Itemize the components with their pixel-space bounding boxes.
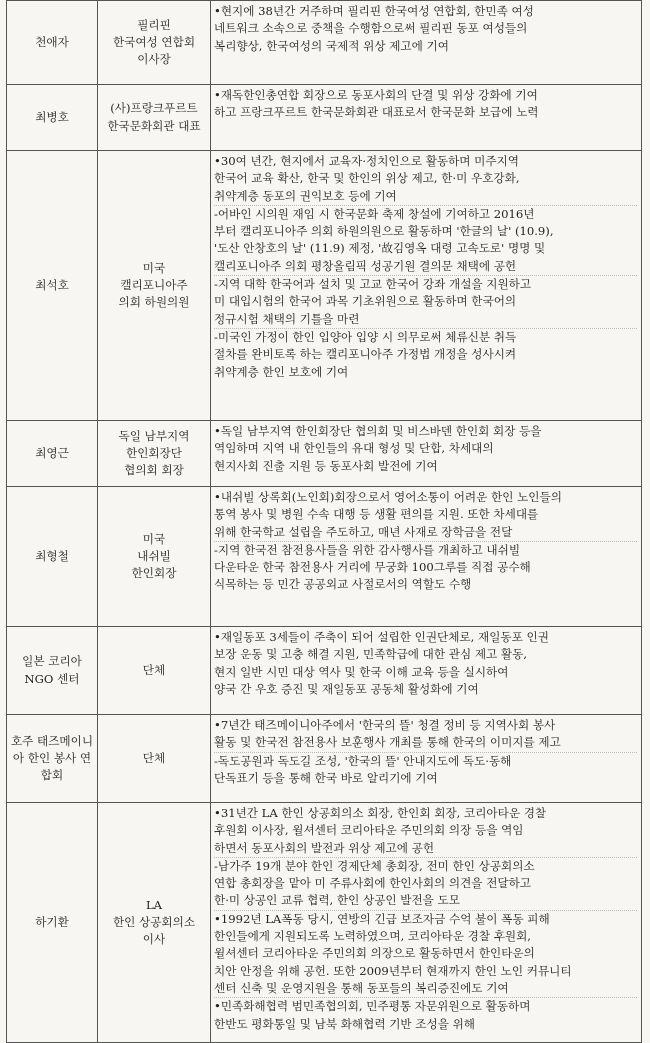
affiliation-line: (사)프랑크푸르트 <box>110 101 198 116</box>
description-line: 위해 한국학교 설립을 주도하고, 매년 사재로 장학금을 전달 <box>214 524 513 539</box>
achievement-item <box>214 328 637 381</box>
description-line: 식목하는 등 민간 공공외교 사절로서의 역할도 수행 <box>214 577 472 592</box>
description-line: 양국 간 우호 증진 및 재일동포 공동체 활성화에 기여 <box>214 681 479 696</box>
description-line: 하면서 동포사회의 발전과 위상 제고에 공헌 <box>214 840 435 855</box>
achievement-description <box>211 421 642 487</box>
description-line: -남가주 19개 분야 한인 경제단체 총회장, 전미 한인 상공회의소 <box>214 858 535 873</box>
affiliation-line: 내쉬빌 <box>137 548 171 563</box>
table-row <box>7 627 642 715</box>
description-line: •재일동포 3세들이 주축이 되어 설립한 인권단체로, 재일동포 인권 <box>214 630 549 644</box>
affiliation-line: 단체 <box>142 750 166 765</box>
affiliation-line: 협의회 회장 <box>124 463 184 478</box>
recipient-name: 최영근 <box>7 421 98 487</box>
achievement-item <box>214 752 637 788</box>
description-line: •독일 남부지역 한인회장단 협의회 및 비스바덴 한인회 회장 등을 <box>214 424 542 438</box>
achievement-item <box>214 275 637 328</box>
recipient-affiliation <box>98 803 211 1043</box>
recipient-name: 천애자 <box>7 1 98 85</box>
recipient-affiliation <box>98 715 211 803</box>
description-line: 활동 및 한국전 참전용사 보훈행사 개최를 통해 한국의 이미지를 제고 <box>214 735 561 750</box>
achievement-item <box>214 423 637 475</box>
recipient-affiliation <box>98 627 211 715</box>
recipient-name: 최형철 <box>7 487 98 627</box>
table-row <box>7 715 642 803</box>
description-line: 한·미 상공인 교류 협력, 한인 상공인 발전을 도모 <box>214 893 460 908</box>
description-line: 역임하며 지역 내 한인들의 유대 형성 및 단합, 차세대의 <box>214 441 494 456</box>
achievement-description <box>211 803 642 1043</box>
description-line: 취약계층 한인 보호에 기여 <box>214 364 349 379</box>
description-line: 통역 봉사 및 병원 수속 대행 등 생활 편의를 지원. 또한 차세대를 <box>214 507 539 522</box>
table-row <box>7 85 642 151</box>
recipient-affiliation <box>98 421 211 487</box>
description-line: •30여 년간, 현지에서 교육자·정치인으로 활동하며 미주지역 <box>214 154 519 168</box>
recipient-name: 하기환 <box>7 803 98 1043</box>
description-line: 보장 운동 및 고충 해결 지원, 민족학급에 대한 관심 제고 활동, <box>214 647 528 662</box>
description-line: 단독표기 등을 통해 한국 바로 알리기에 기여 <box>214 770 438 785</box>
achievement-item <box>214 87 637 122</box>
description-line: 후원회 이사장, 윌셔센터 코리아타운 주민의회 의장 등을 역임 <box>214 823 524 838</box>
recipient-name: 호주 태즈메이니아 한인 봉사 연합회 <box>7 715 98 803</box>
affiliation-line: 한국여성 연합회 <box>112 34 196 49</box>
description-line: 현지사회 진출 지원 등 동포사회 발전에 기여 <box>214 458 438 473</box>
description-line: 하고 프랑크푸르트 한국문화회관 대표로서 한국문화 보급에 노력 <box>214 105 539 120</box>
achievement-item <box>214 805 637 857</box>
table-row <box>7 151 642 421</box>
table-row <box>7 803 642 1043</box>
affiliation-line: 이사장 <box>137 52 171 67</box>
affiliation-line: 이사 <box>142 932 166 947</box>
description-line: 정규시험 채택의 기틀을 마련 <box>214 311 360 326</box>
affiliation-line: 의회 하원의원 <box>118 295 190 310</box>
recipient-affiliation <box>98 151 211 421</box>
achievement-description <box>211 151 642 421</box>
description-line: 다운타운 한국 참전용사 거리에 무궁화 100그루를 직접 공수해 <box>214 560 531 575</box>
achievement-description <box>211 715 642 803</box>
description-line: 윌셔센터 코리아타운 주민의회 의장으로 활동하면서 한인타운의 <box>214 946 535 961</box>
description-line: '도산 안창호의 날' (11.9) 제정, '故김영옥 대령 고속도로' 명명 및 <box>214 241 546 256</box>
description-line: 연합 총회장을 맡아 미 주류사회에 한인사회의 의견을 전달하고 <box>214 876 531 891</box>
recipient-name: 최병호 <box>7 85 98 151</box>
affiliation-line: 한국문화회관 대표 <box>107 118 201 133</box>
affiliation-line: 단체 <box>142 662 166 677</box>
description-line: 센터 신축 및 운영지원을 통해 동포들의 복리증진에도 기여 <box>214 980 509 995</box>
affiliation-line: 미국 <box>142 531 166 546</box>
table-row <box>7 487 642 627</box>
achievement-description <box>211 487 642 627</box>
description-line: •1992년 LA폭동 당시, 연방의 긴급 보조자금 수억 불이 폭동 피해 <box>214 911 550 926</box>
achievement-item <box>214 857 637 910</box>
achievement-description <box>211 1 642 85</box>
affiliation-line: 필리핀 <box>137 17 171 32</box>
description-line: 현지 일반 시민 대상 역사 및 한국 이해 교육 등을 실시하여 <box>214 664 509 679</box>
description-line: 한반도 평화통일 및 남북 화해협력 기반 조성을 위해 <box>214 1016 475 1031</box>
description-line: •현지에 38년간 거주하며 필리핀 한국여성 연합회, 한민족 여성 <box>214 4 534 18</box>
affiliation-line: 미국 <box>142 260 166 275</box>
recipient-affiliation <box>98 1 211 85</box>
achievement-item <box>214 910 637 997</box>
description-line: 절차를 완비토록 하는 캘리포니아주 가정법 개정을 성사시켜 <box>214 347 517 362</box>
description-line: 미 대입시험의 한국어 과목 기초위원으로 활동하며 한국어의 <box>214 294 517 309</box>
description-line: 한인들에게 지원되도록 노력하였으며, 코리아타운 경찰 후원회, <box>214 929 531 944</box>
affiliation-line: 캘리포니아주 <box>120 277 188 292</box>
description-line: •31년간 LA 한인 상공회의소 회장, 한인회 회장, 코리아타운 경찰 <box>214 806 547 820</box>
description-line: 네트워크 소속으로 중책을 수행함으로써 필리핀 동포 여성들의 <box>214 21 528 36</box>
affiliation-line: 한인회장 <box>131 566 177 581</box>
description-line: -지역 한국전 참전용사들을 위한 감사행사를 개최하고 내쉬빌 <box>214 542 521 557</box>
table-row <box>7 1 642 85</box>
recipient-affiliation <box>98 85 211 151</box>
achievement-item <box>214 997 637 1033</box>
recipient-name: 일본 코리아NGO 센터 <box>7 627 98 715</box>
achievement-item <box>214 3 637 55</box>
honoree-table <box>6 0 642 1043</box>
description-line: 취약계층 동포의 권익보호 등에 기여 <box>214 188 397 203</box>
achievement-item <box>214 205 637 275</box>
description-line: 복리향상, 한국여성의 국제적 위상 제고에 기여 <box>214 38 449 53</box>
description-line: -지역 대학 한국어과 설치 및 고교 한국어 강좌 개설을 지원하고 <box>214 277 532 292</box>
description-line: -어바인 시의원 재임 시 한국문화 축제 창설에 기여하고 2016년 <box>214 206 535 221</box>
description-line: -독도공원과 독도길 조성, '한국의 뜰' 안내지도에 독도·동해 <box>214 753 512 768</box>
description-line: •민족화해협력 범민족협의회, 민주평통 자문위원으로 활동하며 <box>214 999 531 1014</box>
achievement-item <box>214 153 637 205</box>
achievement-item <box>214 489 637 541</box>
affiliation-line: 한인 상공회의소 <box>112 914 196 929</box>
achievement-description <box>211 85 642 151</box>
achievement-item <box>214 717 637 752</box>
recipient-name: 최석호 <box>7 151 98 421</box>
achievement-item <box>214 629 637 698</box>
affiliation-line: 독일 남부지역 <box>118 428 190 443</box>
affiliation-line: LA <box>145 897 163 912</box>
description-line: •내쉬빌 상록회(노인회)회장으로서 영어소통이 어려운 한인 노인들의 <box>214 490 562 504</box>
description-line: 한국어 교육 확산, 한국 및 한인의 위상 제고, 한·미 우호강화, <box>214 171 520 186</box>
description-line: 치안 안정을 위해 공헌. 또한 2009년부터 현재까지 한인 노인 커뮤니티 <box>214 963 572 978</box>
description-line: 캘리포니아주 의회 평창올림픽 성공기원 결의문 채택에 공헌 <box>214 258 517 273</box>
description-line: •7년간 태즈메이니아주에서 '한국의 뜰' 청결 정비 등 지역사회 봉사 <box>214 718 556 732</box>
description-line: -미국인 가정이 한인 입양아 입양 시 의무로써 체류신분 취득 <box>214 329 517 344</box>
description-line: 부터 캘리포니아주 의회 하원의원으로 활동하며 '한글의 날' (10.9), <box>214 224 554 239</box>
table-row <box>7 421 642 487</box>
achievement-description <box>211 627 642 715</box>
recipient-affiliation <box>98 487 211 627</box>
affiliation-line: 한인회장단 <box>126 445 182 460</box>
achievement-item <box>214 541 637 594</box>
description-line: •재독한인총연합 회장으로 동포사회의 단결 및 위상 강화에 기여 <box>214 88 538 102</box>
